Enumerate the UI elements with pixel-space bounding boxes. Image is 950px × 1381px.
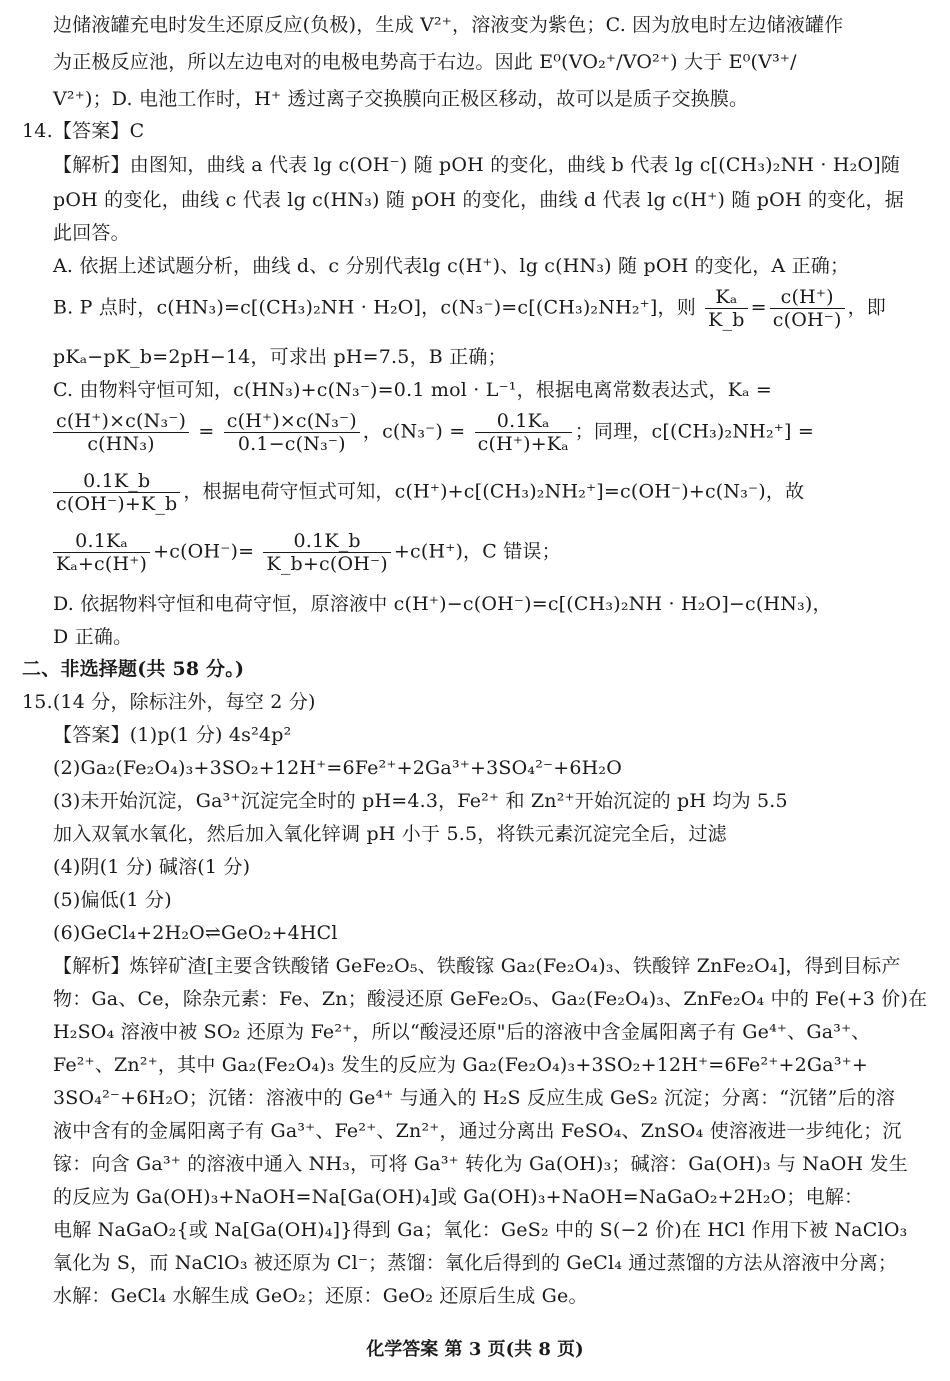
fraction-numerator: 0.1Kₐ bbox=[475, 410, 572, 433]
fraction-numerator: Kₐ bbox=[705, 286, 747, 309]
option-a-line: A. 依据上述试题分析，曲线 d、c 分别代表lg c(H⁺)、lg c(HN₃) 随 pOH 的变化，A 正确； bbox=[53, 255, 850, 277]
fraction-denominator: K_b bbox=[708, 309, 745, 331]
fraction bbox=[53, 470, 180, 515]
fraction-numerator: c(H⁺)×c(N₃⁻) bbox=[224, 410, 360, 433]
fraction-numerator: 0.1K_b bbox=[53, 470, 180, 493]
text-line: 3SO₄²⁻+6H₂O；沉锗：溶液中的 Ge⁴⁺ 与通入的 H₂S 反应生成 GeS₂ 沉淀；分离：“沉锗”后的溶 bbox=[53, 1087, 896, 1109]
answer-line: (6)GeCl₄+2H₂O⇌GeO₂+4HCl bbox=[53, 922, 338, 944]
option-c-line: C. 由物料守恒可知，c(HN₃)+c(N₃⁻)=0.1 mol · L⁻¹，根据电离常数表达式，Kₐ = bbox=[53, 379, 773, 401]
answer-line: (3)未开始沉淀，Ga³⁺沉淀完全时的 pH=4.3，Fe²⁺ 和 Zn²⁺开始沉淀的 pH 均为 5.5 bbox=[53, 790, 788, 812]
text-line: H₂SO₄ 溶液中被 SO₂ 还原为 Fe²⁺，所以“酸浸还原"后的溶液中含金属阳离子有 Ge⁴⁺、Ga³⁺、 bbox=[53, 1021, 871, 1043]
fraction-numerator: 0.1K_b bbox=[263, 530, 390, 553]
text-segment: B. P 点时，c(HN₃)=c[(CH₃)₂NH · H₂O]，c(N₃⁻)=c[(CH₃)₂NH₂⁺]，则 bbox=[53, 296, 696, 319]
formula-line bbox=[53, 410, 814, 455]
text-line: 镓：向含 Ga³⁺ 的溶液中通入 NH₃，可将 Ga³⁺ 转化为 Ga(OH)₃；碱溶：Ga(OH)₃ 与 NaOH 发生 bbox=[53, 1153, 908, 1175]
answer-line: (2)Ga₂(Fe₂O₄)₃+3SO₂+12H⁺=6Fe²⁺+2Ga³⁺+3SO₄²⁻+6H₂O bbox=[53, 757, 623, 779]
text-line: 此回答。 bbox=[53, 222, 130, 244]
question-15-heading: 15.(14 分，除标注外，每空 2 分) bbox=[22, 691, 316, 713]
text-segment: ，c(N₃⁻) = bbox=[362, 420, 466, 443]
fraction bbox=[263, 530, 390, 575]
fraction bbox=[53, 530, 150, 575]
fraction-denominator: c(OH⁻)+K_b bbox=[56, 493, 178, 515]
formula-line bbox=[53, 530, 561, 575]
text-line: V²⁺)；D. 电池工作时，H⁺ 透过离子交换膜向正极区移动，故可以是质子交换膜。 bbox=[53, 88, 749, 110]
fraction bbox=[705, 286, 747, 331]
text-segment: +c(OH⁻)= bbox=[153, 540, 255, 563]
fraction-denominator: c(OH⁻) bbox=[772, 309, 842, 331]
fraction-numerator: 0.1Kₐ bbox=[53, 530, 150, 553]
answer-line: 【答案】(1)p(1 分) 4s²4p² bbox=[53, 724, 292, 746]
fraction-denominator: Kₐ+c(H⁺) bbox=[56, 553, 148, 575]
answer-line: (4)阴(1 分) 碱溶(1 分) bbox=[53, 856, 251, 878]
formula-line bbox=[53, 470, 804, 515]
text-line: pKₐ−pK_b=2pH−14，可求出 pH=7.5，B 正确； bbox=[53, 346, 507, 368]
fraction bbox=[53, 410, 189, 455]
text-line: D 正确。 bbox=[53, 626, 133, 648]
text-line: 水解：GeCl₄ 水解生成 GeO₂；还原：GeO₂ 还原后生成 Ge。 bbox=[53, 1285, 588, 1307]
fraction-denominator: c(H⁺)+Kₐ bbox=[477, 433, 569, 455]
text-line: 物：Ga、Ce，除杂元素：Fe、Zn；酸浸还原 GeFe₂O₅、Ga₂(Fe₂O₄)₃、ZnFe₂O₄ 中的 Fe(+3 价)在 bbox=[53, 988, 928, 1010]
text-segment: ，根据电荷守恒式可知，c(H⁺)+c[(CH₃)₂NH₂⁺]=c(OH⁻)+c(N₃⁻)，故 bbox=[183, 480, 805, 503]
text-line: 边储液罐充电时发生还原反应(负极)，生成 V²⁺，溶液变为紫色；C. 因为放电时左边储液罐作 bbox=[53, 14, 844, 36]
text-line: 【解析】由图知，曲线 a 代表 lg c(OH⁻) 随 pOH 的变化，曲线 b 代表 lg c[(CH₃)₂NH · H₂O]随 bbox=[53, 154, 901, 176]
option-b-line: B. P 点时，c(HN₃)=c[(CH₃)₂NH · H₂O]，c(N₃⁻)=c[(CH₃)₂NH₂⁺]，则 $\frac{\text{Kₐ}}{K\_b}$ = $\frac{c(H^+)}{c(OH^-)}$ ，即 bbox=[53, 286, 886, 331]
text-segment: ；同理，c[(CH₃)₂NH₂⁺] = bbox=[574, 420, 814, 443]
question-14-answer: 14.【答案】C bbox=[22, 120, 145, 142]
fraction bbox=[770, 286, 845, 331]
answer-line: 加入双氧水氧化，然后加入氧化锌调 pH 小于 5.5，将铁元素沉淀完全后，过滤 bbox=[53, 823, 727, 845]
text-line: 电解 NaGaO₂{或 Na[Ga(OH)₄]}得到 Ga；氧化：GeS₂ 中的 S(−2 价)在 HCl 作用下被 NaClO₃ bbox=[53, 1219, 908, 1241]
fraction-denominator: 0.1−c(N₃⁻) bbox=[237, 433, 346, 455]
text-line: 的反应为 Ga(OH)₃+NaOH=Na[Ga(OH)₄]或 Ga(OH)₃+NaOH=NaGaO₂+2H₂O；电解： bbox=[53, 1186, 864, 1208]
fraction-numerator: c(H⁺)×c(N₃⁻) bbox=[53, 410, 189, 433]
fraction bbox=[224, 410, 360, 455]
text-line: 氧化为 S，而 NaClO₃ 被还原为 Cl⁻；蒸馏：氧化后得到的 GeCl₄ 通过蒸馏的方法从溶液中分离； bbox=[53, 1252, 898, 1274]
fraction bbox=[475, 410, 572, 455]
fraction-denominator: K_b+c(OH⁻) bbox=[266, 553, 388, 575]
option-d-line: D. 依据物料守恒和电荷守恒，原溶液中 c(H⁺)−c(OH⁻)=c[(CH₃)₂NH · H₂O]−c(HN₃)， bbox=[53, 593, 832, 615]
text-segment: ，即 bbox=[847, 296, 886, 319]
text-line: pOH 的变化，曲线 c 代表 lg c(HN₃) 随 pOH 的变化，曲线 d 代表 lg c(H⁺) 随 pOH 的变化，据 bbox=[53, 189, 904, 211]
text-line: 【解析】炼锌矿渣[主要含铁酸锗 GeFe₂O₅、铁酸镓 Ga₂(Fe₂O₄)₃、铁酸锌 ZnFe₂O₄]，得到目标产 bbox=[53, 955, 901, 977]
answer-line: (5)偏低(1 分) bbox=[53, 889, 172, 911]
fraction-numerator: c(H⁺) bbox=[770, 286, 845, 309]
text-line: Fe²⁺、Zn²⁺，其中 Ga₂(Fe₂O₄)₃ 发生的反应为 Ga₂(Fe₂O₄)₃+3SO₂+12H⁺=6Fe²⁺+2Ga³⁺+ bbox=[53, 1054, 868, 1076]
section-heading: 二、非选择题(共 58 分。) bbox=[22, 658, 245, 680]
text-line: 液中含有的金属阳离子有 Ga³⁺、Fe²⁺、Zn²⁺，通过分离出 FeSO₄、ZnSO₄ 使溶液进一步纯化；沉 bbox=[53, 1120, 902, 1142]
text-line: 为正极反应池，所以左边电对的电极电势高于右边。因此 E⁰(VO₂⁺/VO²⁺) 大于 E⁰(V³⁺/ bbox=[53, 51, 797, 73]
text-segment: +c(H⁺)，C 错误； bbox=[393, 540, 561, 563]
text-segment: = bbox=[198, 420, 215, 443]
page-footer: 化学答案 第 3 页(共 8 页) bbox=[366, 1339, 584, 1360]
fraction-denominator: c(HN₃) bbox=[87, 433, 155, 455]
